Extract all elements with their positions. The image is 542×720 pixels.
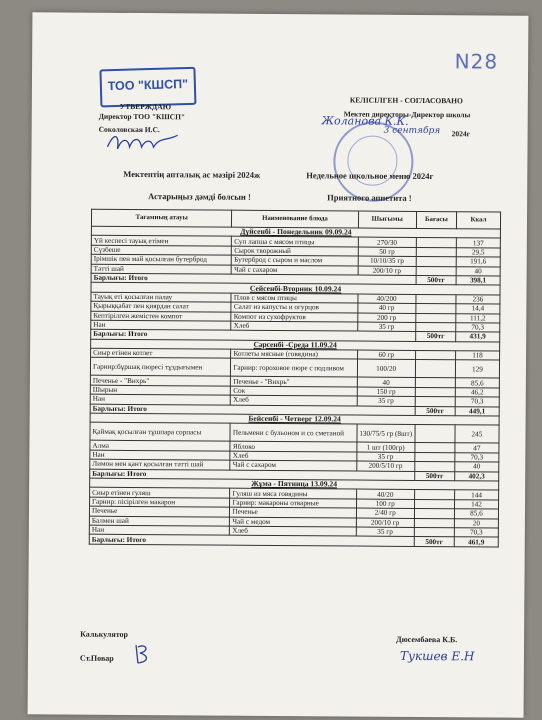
dish-kz: Печенье - "Вихрь" bbox=[90, 376, 230, 386]
dish-ru: Сок bbox=[231, 386, 357, 396]
total-label: Барлығы: Итого bbox=[91, 273, 416, 285]
dish-ru: Сырок творожный bbox=[232, 246, 358, 256]
day-title: Дүйсенбі - Понедельник 09.09.24 bbox=[91, 226, 500, 238]
page-number: N28 bbox=[454, 49, 499, 74]
dish-kz: Сиыр етінен гуляш bbox=[90, 488, 230, 498]
dish-ru: Хлеб bbox=[230, 526, 356, 536]
dish-price bbox=[416, 238, 456, 248]
dish-price bbox=[416, 304, 456, 314]
responsible-name: Дюсембаева К.Б. bbox=[396, 634, 458, 645]
total-price: 500тг bbox=[414, 537, 454, 547]
dish-kz: Лимон мен қант қосылған тәтті шай bbox=[90, 459, 230, 469]
header-portion: Шығымы bbox=[358, 211, 417, 228]
total-price: 500тг bbox=[415, 471, 455, 481]
dish-kz: Балмен шай bbox=[89, 516, 229, 526]
dish-kz: Тәтті шай bbox=[91, 264, 231, 274]
header-price: Бағасы bbox=[416, 211, 456, 228]
calculator-label: Калькулятор bbox=[80, 629, 129, 639]
dish-price bbox=[415, 360, 455, 378]
dish-price bbox=[415, 351, 455, 361]
dish-price bbox=[414, 499, 454, 509]
dish-kz: Сүзбеше bbox=[91, 245, 231, 255]
dish-kcal: 144 bbox=[454, 490, 498, 500]
total-kcal: 398,1 bbox=[456, 276, 500, 286]
dish-kz: Қаймақ қосылған тұшпара сорпасы bbox=[90, 423, 231, 442]
header-ru: Наименование блюда bbox=[232, 210, 358, 228]
dish-portion: 1 шт (100гр) bbox=[356, 442, 414, 452]
dish-portion: 100 гр bbox=[356, 499, 414, 509]
dish-portion: 150 гр bbox=[357, 387, 415, 397]
dish-portion: 40 bbox=[357, 378, 415, 388]
header-kz: Тағамның атауы bbox=[91, 209, 232, 227]
dish-kz: Гарнир:бұршақ пюресі тұздығымен bbox=[90, 358, 231, 377]
dish-ru: Печенье - "Вихрь" bbox=[231, 377, 357, 387]
dish-portion: 60 гр bbox=[357, 350, 415, 360]
dish-portion: 2/40 гр bbox=[356, 508, 414, 518]
dish-kz: Нан bbox=[91, 320, 231, 330]
dish-kcal: 29,5 bbox=[456, 248, 500, 258]
dish-portion: 200/10 гр bbox=[358, 266, 416, 276]
total-kcal: 461,9 bbox=[454, 537, 498, 547]
approve-label: УТВЕРЖДАЮ bbox=[119, 101, 172, 112]
handwritten-date: 3 сентября bbox=[383, 125, 441, 137]
dish-price bbox=[415, 462, 455, 472]
dish-portion: 40/200 bbox=[357, 294, 415, 304]
dish-kz: Нан bbox=[90, 450, 230, 460]
dish-price bbox=[416, 294, 456, 304]
menu-title-ru: Недельное школьное меню 2024г bbox=[306, 170, 434, 182]
dish-kz: Нан bbox=[89, 525, 229, 535]
total-label: Барлығы: Итого bbox=[90, 469, 415, 481]
dish-ru: Чай с сахаром bbox=[232, 265, 358, 275]
dish-ru: Яблоко bbox=[230, 442, 356, 452]
dish-kcal: 129 bbox=[455, 360, 499, 378]
dish-ru: Гарнир: макароны отварные bbox=[230, 498, 356, 508]
day-title: Сәрсенбі -Среда 11.09.24 bbox=[91, 339, 500, 351]
dish-ru: Хлеб bbox=[231, 395, 357, 405]
dish-price bbox=[414, 509, 454, 519]
total-price: 500тг bbox=[415, 406, 455, 416]
handwritten-name: Жоланова К.К. bbox=[321, 114, 409, 128]
dish-portion: 200/5/10 гр bbox=[356, 461, 414, 471]
dish-kcal: 40 bbox=[456, 266, 500, 276]
day-title: Жұма - Пятница 13.09.24 bbox=[90, 478, 499, 490]
dish-portion: 35 гр bbox=[356, 452, 414, 462]
dish-ru: Бутерброд с сыром и маслом bbox=[232, 255, 358, 265]
dish-kcal: 118 bbox=[455, 351, 499, 361]
dish-kcal: 70,3 bbox=[454, 528, 498, 538]
dish-kcal: 40 bbox=[455, 462, 499, 472]
dish-ru: Пельмени с бульоном и со сметаной bbox=[230, 424, 356, 443]
dish-price bbox=[414, 490, 454, 500]
dish-kcal: 70,3 bbox=[455, 397, 499, 407]
responsible-signature: Тукшев Е.Н bbox=[399, 648, 475, 664]
agreed-label: КЕЛІСІЛГЕН - СОГЛАСОВАНО bbox=[349, 95, 463, 106]
dish-portion: 200 гр bbox=[357, 313, 415, 323]
dish-ru: Чай с сахаром bbox=[230, 460, 356, 470]
director-name: Соколовская И.С. bbox=[98, 124, 160, 135]
dish-kcal: 111,2 bbox=[456, 313, 500, 323]
dish-kz: Печенье bbox=[89, 506, 229, 516]
dish-kcal: 191,6 bbox=[456, 257, 500, 267]
dish-kcal: 85,6 bbox=[455, 378, 499, 388]
dish-price bbox=[415, 397, 455, 407]
total-label: Барлығы: Итого bbox=[89, 535, 414, 547]
header-kcal: Ккал bbox=[456, 212, 500, 229]
dish-price bbox=[416, 322, 456, 332]
dish-kcal: 46,2 bbox=[455, 388, 499, 398]
dish-portion: 35 гр bbox=[357, 322, 415, 332]
document-page bbox=[28, 12, 529, 717]
wish-kz: Астарыңыз дәмді болсын ! bbox=[148, 191, 251, 202]
dish-price bbox=[415, 443, 455, 453]
total-label: Барлығы: Итого bbox=[90, 404, 415, 416]
dish-ru: Хлеб bbox=[231, 321, 357, 331]
school-year: 2024г bbox=[451, 129, 471, 139]
total-label: Барлығы: Итого bbox=[91, 329, 416, 341]
school-seal bbox=[333, 121, 414, 202]
cook-signature bbox=[132, 641, 156, 667]
dish-kcal: 137 bbox=[456, 238, 500, 248]
dish-ru: Гарнир: гороховое пюре с подливом bbox=[231, 359, 357, 378]
dish-portion: 50 гр bbox=[358, 247, 416, 257]
total-price: 500тг bbox=[416, 332, 456, 342]
dish-price bbox=[416, 257, 456, 267]
dish-kz: Сиыр етінен котлет bbox=[91, 348, 231, 358]
total-kcal: 449,1 bbox=[455, 406, 499, 416]
dish-price bbox=[416, 313, 456, 323]
dish-ru: Суп лапша с мясом птицы bbox=[232, 237, 358, 247]
cook-label: Ст.Повар bbox=[79, 653, 114, 663]
dish-kcal: 20 bbox=[454, 518, 498, 528]
director-title: Директор ТОО "КШСП" bbox=[98, 111, 186, 122]
dish-kz: Кептірілген жемістен компот bbox=[91, 311, 231, 321]
dish-portion: 130/75/5 гр (8шт) bbox=[356, 424, 415, 442]
dish-ru: Хлеб bbox=[230, 451, 356, 461]
dish-price bbox=[415, 378, 455, 388]
dish-kz: Шырын bbox=[90, 385, 230, 395]
dish-kcal: 85,6 bbox=[454, 509, 498, 519]
dish-ru: Салат из капусты и огурцов bbox=[231, 302, 357, 312]
dish-kcal: 245 bbox=[455, 425, 499, 443]
dish-price bbox=[415, 452, 455, 462]
total-kcal: 402,3 bbox=[455, 471, 499, 481]
dish-ru: Котлеты мясные (говядина) bbox=[231, 349, 357, 359]
dish-price bbox=[416, 247, 456, 257]
dish-ru: Чай с медом bbox=[230, 517, 356, 527]
day-title: Сейсенбі-Вторник 10.09.24 bbox=[91, 283, 500, 295]
wish-ru: Приятного аппетита ! bbox=[327, 192, 412, 203]
total-row bbox=[89, 535, 498, 547]
dish-price bbox=[414, 518, 454, 528]
dish-kcal: 142 bbox=[454, 500, 498, 510]
company-stamp: ТОО "КШСП" bbox=[99, 67, 196, 108]
dish-price bbox=[415, 387, 455, 397]
dish-portion: 100/20 bbox=[357, 360, 416, 378]
dish-price bbox=[416, 266, 456, 276]
dish-price bbox=[415, 425, 455, 443]
total-price: 500тг bbox=[416, 275, 456, 285]
dish-portion: 40/20 bbox=[356, 489, 414, 499]
dish-portion: 35 гр bbox=[357, 396, 415, 406]
menu-title-kz: Мектептің апталық ас мәзірі 2024ж bbox=[123, 168, 261, 180]
dish-kz: Алма bbox=[90, 441, 230, 451]
dish-portion: 270/30 bbox=[358, 237, 416, 247]
dish-kz: Нан bbox=[90, 394, 230, 404]
dish-kcal: 70,3 bbox=[455, 453, 499, 463]
dish-kz: Ірімшік пен май қосылған бутерброд bbox=[91, 254, 231, 264]
dish-ru: Компот из сухофруктов bbox=[231, 312, 357, 322]
dish-ru: Печенье bbox=[230, 507, 356, 517]
menu-table bbox=[89, 209, 501, 548]
dish-ru: Плов с мясом птицы bbox=[231, 293, 357, 303]
dish-kz: Тауық еті қосылған палау bbox=[91, 292, 231, 302]
director-signature bbox=[103, 129, 183, 156]
dish-kcal: 70,3 bbox=[456, 323, 500, 333]
dish-kz: Гарнир: пісірілген макарон bbox=[90, 497, 230, 507]
dish-kcal: 236 bbox=[456, 294, 500, 304]
total-kcal: 431,9 bbox=[456, 332, 500, 342]
dish-price bbox=[414, 527, 454, 537]
dish-kz: Қырыққабат пен қияр​дан салат bbox=[91, 301, 231, 311]
dish-kcal: 14,4 bbox=[456, 304, 500, 314]
dish-portion: 200/10 гр bbox=[356, 518, 414, 528]
dish-ru: Гуляш из мяса говядины bbox=[230, 489, 356, 499]
dish-kcal: 47 bbox=[455, 443, 499, 453]
day-title: Бейсенбі - Четверг 12.09.24 bbox=[90, 413, 499, 425]
dish-portion: 35 гр bbox=[356, 527, 414, 537]
dish-portion: 40 гр bbox=[357, 303, 415, 313]
menu-body bbox=[89, 226, 500, 547]
school-director-title: Мектеп директоры-Директор школы bbox=[343, 109, 471, 120]
dish-kz: Үй кеспесі тауық етімен bbox=[91, 236, 231, 246]
dish-portion: 10/10/35 гр bbox=[358, 256, 416, 266]
